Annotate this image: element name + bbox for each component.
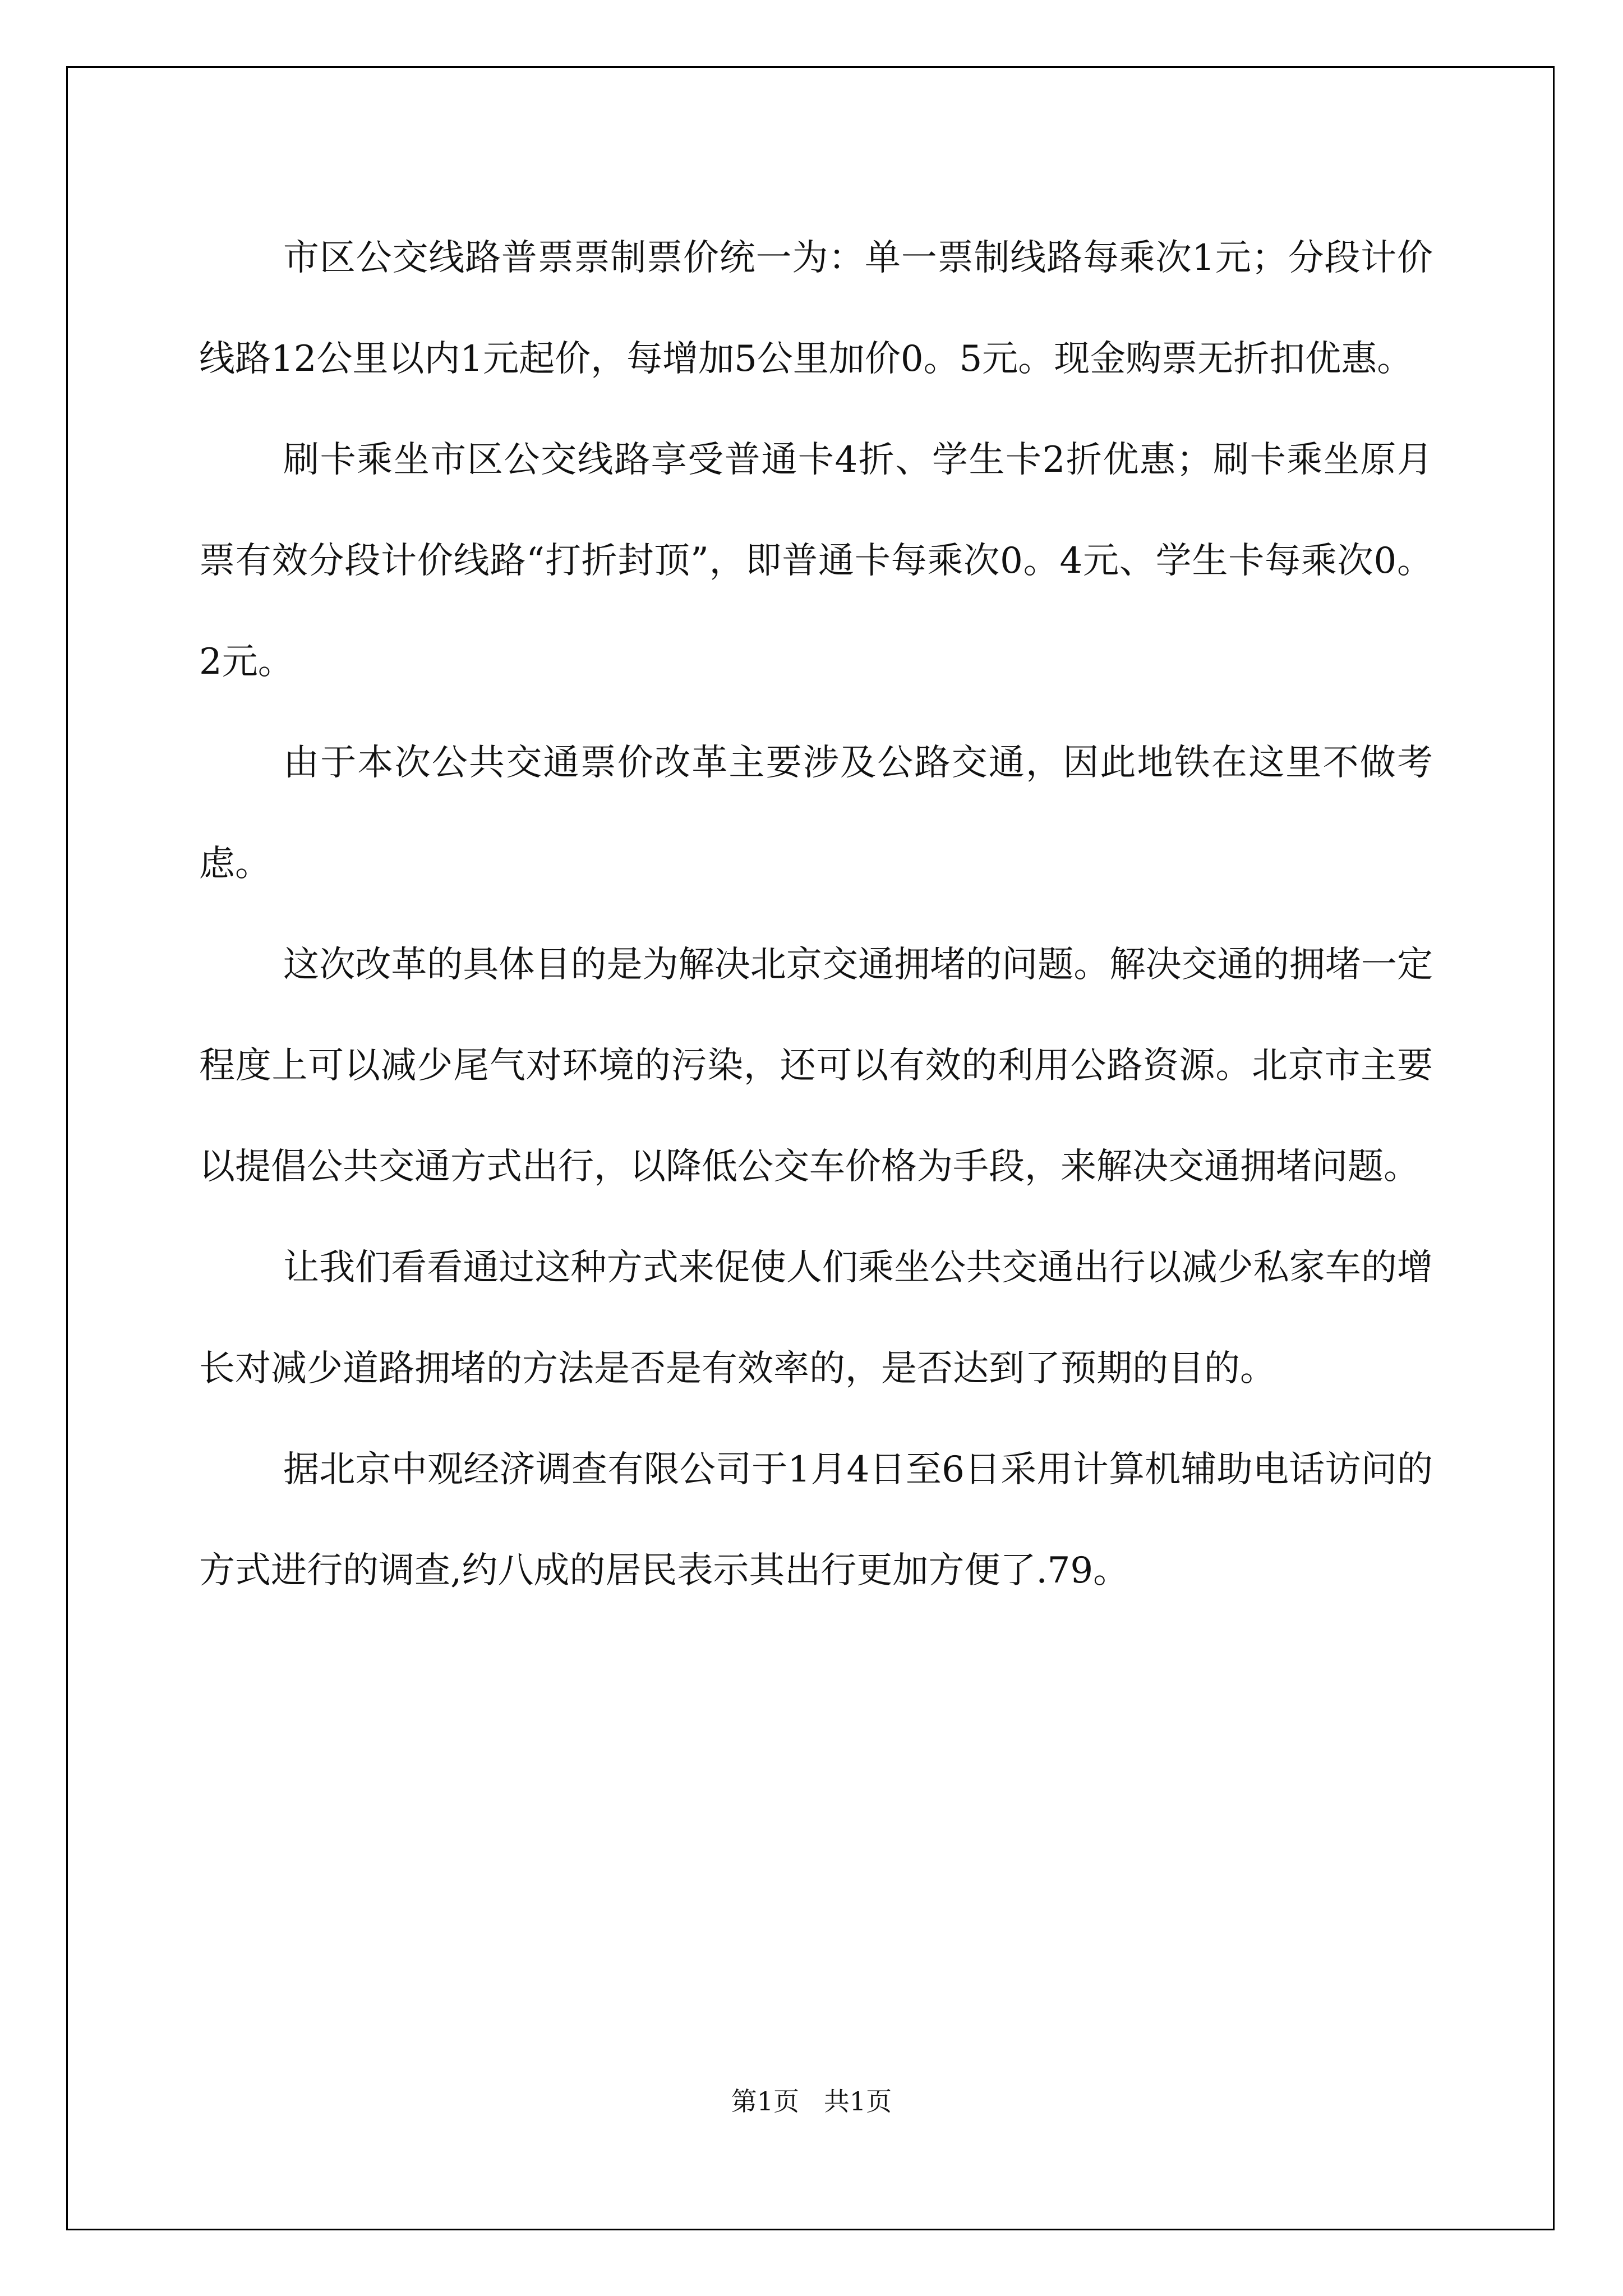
paragraph-reform-purpose: 这次改革的具体目的是为解决北京交通拥堵的问题。解决交通的拥堵一定程度上可以减少尾气对环境的污染，还可以有效的利用公路资源。北京市主要以提倡公共交通方式出行，以降低公交车价格为手段，来解决交通拥堵问题。 <box>199 944 1433 1188</box>
paragraph-survey: 据北京中观经济调查有限公司于1月4日至6日采用计算机辅助电话访问的方式进行的调查,约八成的居民表示其出行更加方便了.79。 <box>199 1449 1433 1591</box>
paragraph-subway-note: 由于本次公共交通票价改革主要涉及公路交通，因此地铁在这里不做考虑。 <box>199 742 1433 885</box>
paragraph-card-discount: 刷卡乘坐市区公交线路享受普通卡4折、学生卡2折优惠；刷卡乘坐原月票有效分段计价线路“打折封顶”，即普通卡每乘次0。4元、学生卡每乘次0。2元。 <box>199 439 1433 683</box>
document-body <box>199 208 1433 1621</box>
page-number-footer: 第1页 共1页 <box>731 2086 892 2116</box>
paragraph-effectiveness: 让我们看看通过这种方式来促使人们乘坐公共交通出行以减少私家车的增长对减少道路拥堵的方法是否是有效率的，是否达到了预期的目的。 <box>199 1247 1433 1389</box>
paragraph-fare-rules: 市区公交线路普票票制票价统一为：单一票制线路每乘次1元；分段计价线路12公里以内1元起价，每增加5公里加价0。5元。现金购票无折扣优惠。 <box>199 237 1433 380</box>
